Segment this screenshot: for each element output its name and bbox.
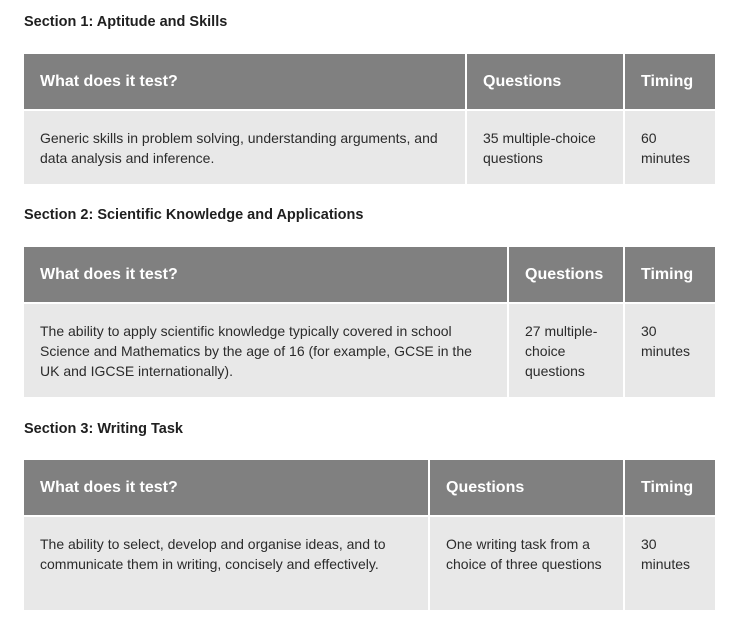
test-description-cell: The ability to apply scientific knowledge typically covered in school Science and Mathematics by the age of 16 (for example, GCSE in the UK and IGCSE internationally). [24,303,508,397]
header-what-does-it-test: What does it test? [24,247,508,303]
section-2-title: Section 2: Scientific Knowledge and Applications [24,207,364,223]
timing-cell: 30 minutes [624,303,715,397]
questions-cell: 35 multiple-choice questions [466,110,624,184]
table-row [24,110,715,184]
section-2-table [24,247,715,397]
table-header-row [24,54,715,110]
section-1-table [24,54,715,184]
header-what-does-it-test: What does it test? [24,460,429,516]
header-what-does-it-test: What does it test? [24,54,466,110]
test-description-cell: The ability to select, develop and organise ideas, and to communicate them in writing, concisely and effectively. [24,516,429,610]
header-questions: Questions [466,54,624,110]
header-questions: Questions [429,460,624,516]
questions-cell: 27 multiple-choice questions [508,303,624,397]
test-description-cell: Generic skills in problem solving, understanding arguments, and data analysis and inference. [24,110,466,184]
header-questions: Questions [508,247,624,303]
section-3-table [24,460,715,610]
header-timing: Timing [624,54,715,110]
section-3-title: Section 3: Writing Task [24,421,183,437]
questions-cell: One writing task from a choice of three questions [429,516,624,610]
header-timing: Timing [624,247,715,303]
timing-cell: 30 minutes [624,516,715,610]
section-1-title: Section 1: Aptitude and Skills [24,14,228,30]
table-header-row [24,460,715,516]
table-row [24,303,715,397]
timing-cell: 60 minutes [624,110,715,184]
table-header-row [24,247,715,303]
table-row [24,516,715,610]
header-timing: Timing [624,460,715,516]
